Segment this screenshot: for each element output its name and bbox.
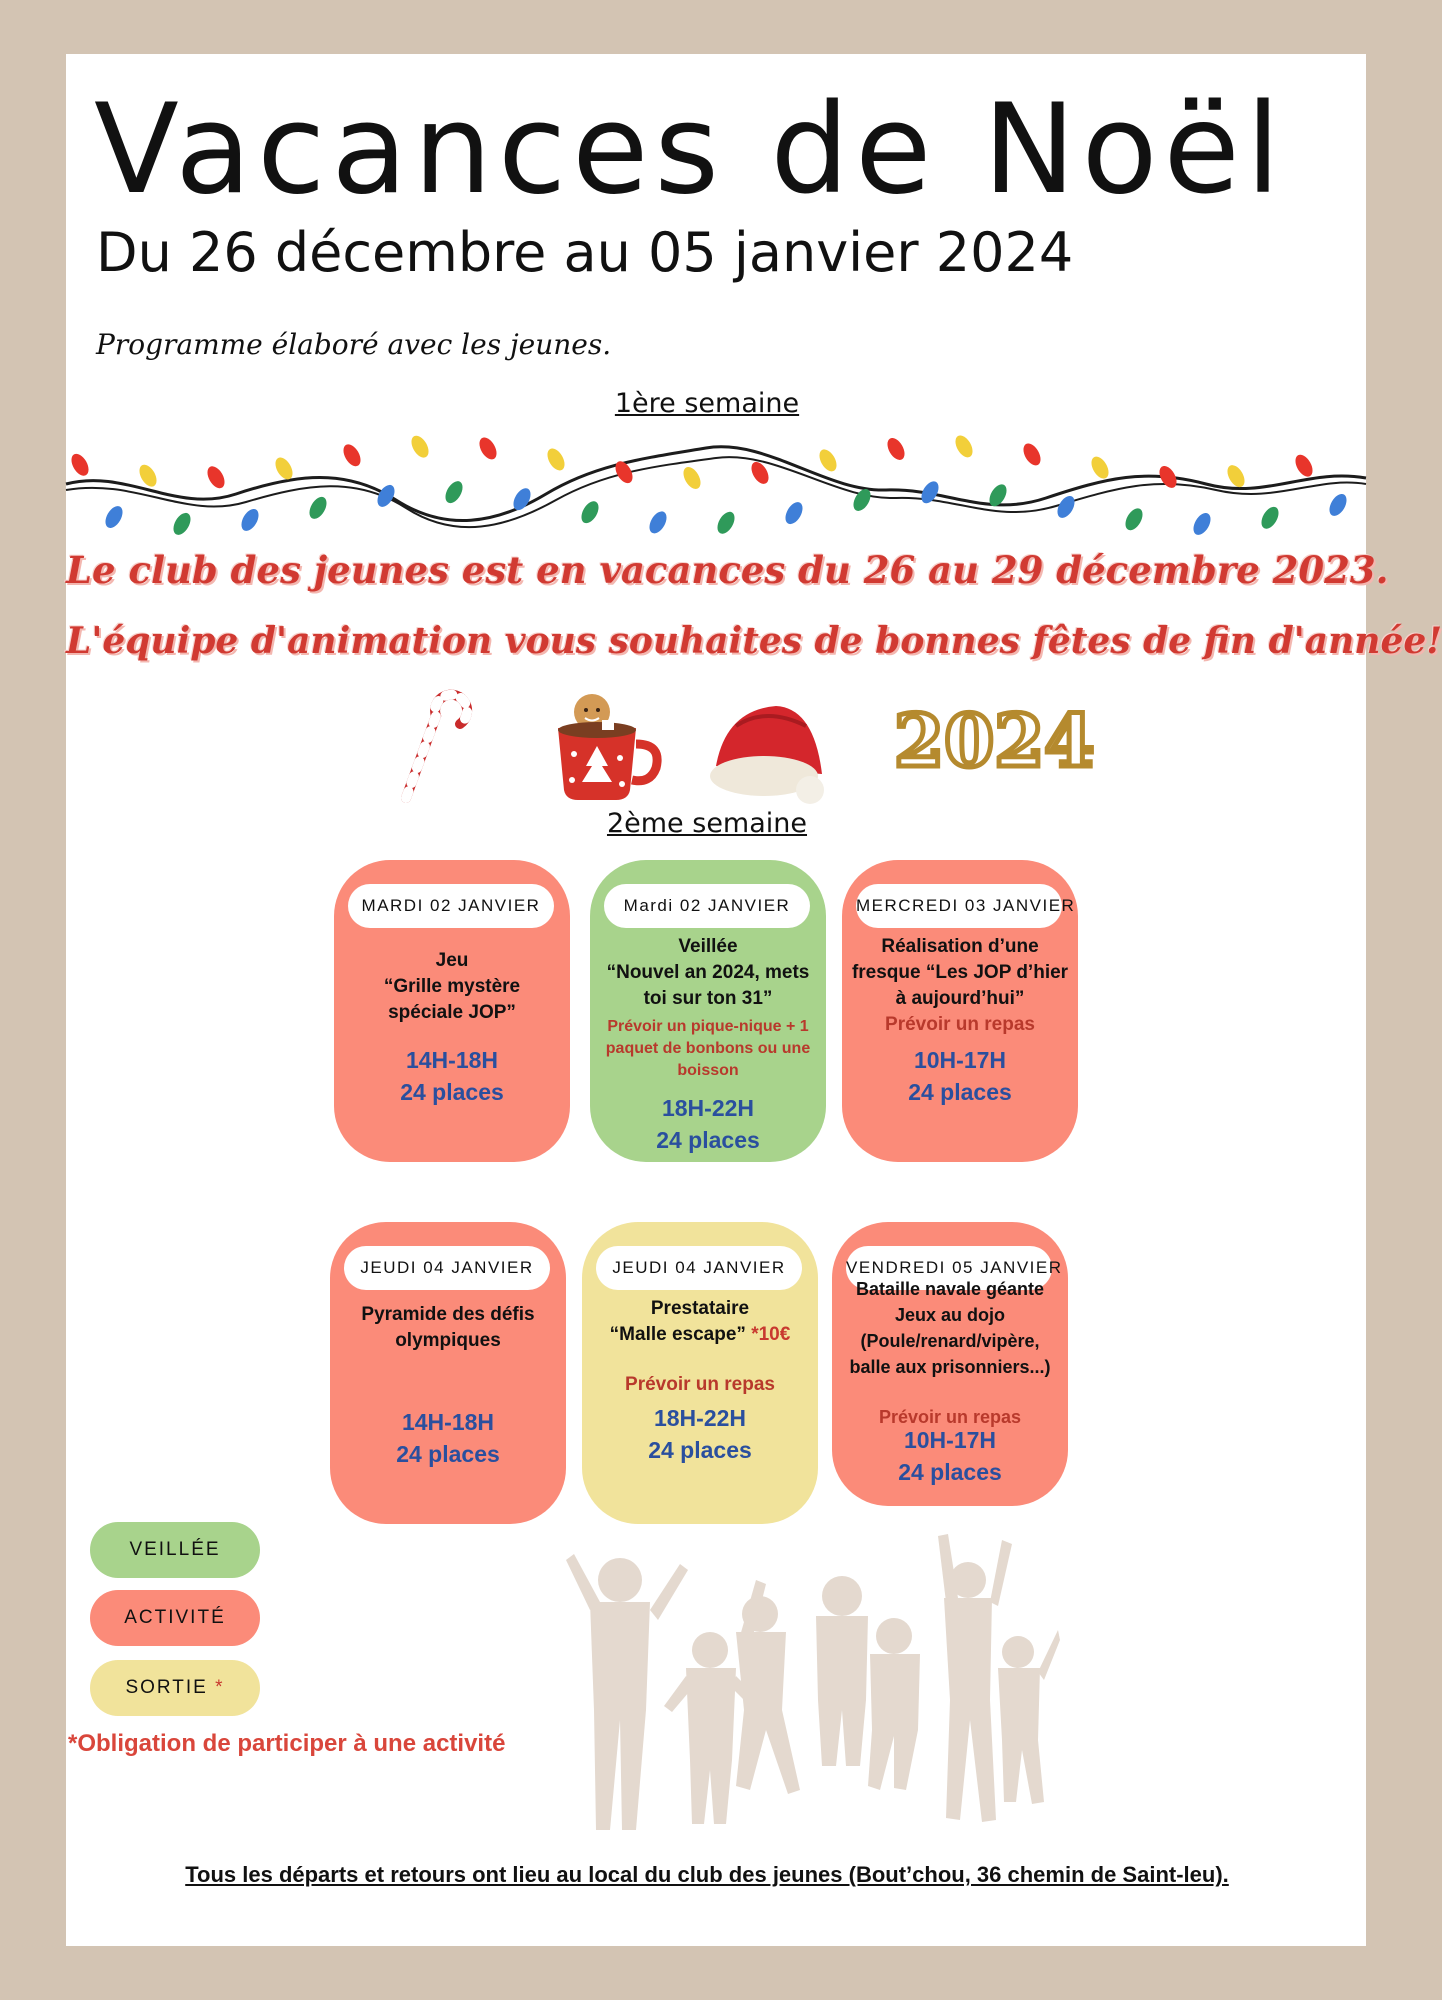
week1-heading: 1ère semaine [614,388,800,419]
description-line: “Grille mystère [383,976,521,997]
activity-places: 24 places [396,1441,500,1467]
light-bulb [782,499,806,527]
light-bulb [102,503,126,531]
activity-description [588,1296,812,1348]
description-line: toi sur ton 31” [643,988,773,1009]
light-bulb [680,464,704,492]
activity-note: Prévoir un pique-nique + 1 paquet de bonbons ou une boisson [605,1018,811,1079]
holiday-message-line1: Le club des jeunes est en vacances du 26 au 29 décembre 2023. [66,548,1389,592]
light-bulb [578,498,602,526]
activity-card-vendredi-dojo [832,1222,1068,1506]
description-line: balle aux prisonniers...) [849,1357,1051,1377]
activity-description [340,948,564,1026]
activity-card-jeudi-pyramide [330,1222,566,1524]
light-bulb [1054,493,1078,521]
description-line: à aujourd’hui” [895,988,1025,1009]
legend-sortie [90,1660,260,1716]
activity-note: Prévoir un repas [625,1374,775,1395]
light-bulb [408,433,432,461]
light-bulb [374,482,398,510]
activity-places: 24 places [898,1459,1002,1485]
light-bulb [68,451,92,479]
description-line: “Nouvel an 2024, mets [606,962,810,983]
activity-time: 10H-17H [913,1047,1007,1073]
activity-description [848,934,1072,1012]
day-label: MARDI 02 JANVIER [348,884,554,928]
light-bulb [306,494,330,522]
activity-time: 10H-17H [903,1427,997,1453]
description-line: (Poule/renard/vipère, [860,1331,1040,1351]
day-label: JEUDI 04 JANVIER [596,1246,802,1290]
light-bulb [952,433,976,461]
light-bulb [1326,491,1350,519]
light-bulb [714,509,738,537]
activity-note: Prévoir un repas [885,1014,1035,1035]
holiday-message-line2: L'équipe d'animation vous souhaites de bonnes fêtes de fin d'année! [66,620,1442,662]
activity-time: 18H-22H [661,1095,755,1121]
description-line: Bataille navale géante [855,1279,1045,1299]
day-label: Mardi 02 JANVIER [604,884,810,928]
date-range: Du 26 décembre au 05 janvier 2024 [96,221,1074,284]
description-line: fresque “Les JOP d’hier [851,962,1069,983]
page-title: Vacances de Noël [94,78,1287,222]
price-tag: *10€ [751,1324,791,1345]
day-label: JEUDI 04 JANVIER [344,1246,550,1290]
obligation-note: *Obligation de participer à une activité [68,1730,506,1757]
activity-card-mardi-veillee [590,860,826,1162]
light-bulb [476,435,500,463]
light-bulb [170,510,194,538]
departure-info: Tous les départs et retours ont lieu au local du club des jeunes (Bout’chou, 36 chemin de Saint-leu). [185,1862,1229,1887]
description-line: Réalisation d’une [881,936,1039,957]
legend-sortie-label: SORTIE [125,1677,208,1698]
intro-text: Programme élaboré avec les jeunes. [96,328,612,361]
activity-description [336,1302,560,1354]
light-bulb [816,447,840,475]
week2-heading: 2ème semaine [606,808,808,839]
activity-places: 24 places [908,1079,1012,1105]
activity-time: 14H-18H [405,1047,499,1073]
candy-cane-icon [388,686,468,806]
light-bulb [1122,505,1146,533]
light-bulb [442,478,466,506]
light-bulb [884,435,908,463]
christmas-lights-icon [66,428,1366,548]
light-bulb [1020,441,1044,469]
day-label: VENDREDI 05 JANVIER [846,1246,1052,1290]
light-bulb [1258,504,1282,532]
description-line: olympiques [395,1330,501,1351]
activity-description [834,1276,1066,1380]
activity-time: 18H-22H [653,1405,747,1431]
light-bulb [1190,510,1214,538]
activity-card-mercredi-fresque [842,860,1078,1162]
hot-chocolate-mug-icon [550,688,670,804]
light-bulb [1292,452,1316,480]
description-line: Veillée [678,936,738,957]
light-bulb [136,462,160,490]
light-bulb [204,463,228,491]
description-line: spéciale JOP” [388,1002,516,1023]
description-line: Jeu [435,950,469,971]
activity-places: 24 places [648,1437,752,1463]
description-line: Pyramide des défis [361,1304,535,1325]
light-bulb [340,441,364,469]
light-bulb [238,506,262,534]
light-bulb [272,455,296,483]
activity-card-jeudi-malle-escape [582,1222,818,1524]
activity-places: 24 places [656,1127,760,1153]
legend-activite: ACTIVITÉ [90,1590,260,1646]
year-2024-digits: 2024 [894,698,1095,783]
legend-veillee: VEILLÉE [90,1522,260,1578]
legend-sortie-star: * [215,1677,225,1698]
light-bulb [1224,462,1248,490]
light-bulb [1088,454,1112,482]
santa-hat-icon [706,696,830,808]
description-line: Jeux au dojo [894,1305,1006,1325]
description-line: “Malle escape” *10€ [609,1324,791,1345]
activity-places: 24 places [400,1079,504,1105]
activity-time: 14H-18H [401,1409,495,1435]
light-bulb [646,508,670,536]
activity-card-mardi-jeu [334,860,570,1162]
light-bulb [544,446,568,474]
jumping-kids-silhouette-icon [560,1540,1060,1840]
day-label: MERCREDI 03 JANVIER [856,884,1062,928]
activity-description [596,934,820,1012]
year-2024-icon [890,690,1095,808]
description-line: Prestataire [650,1298,750,1319]
activity-note: Prévoir un repas [878,1407,1022,1427]
